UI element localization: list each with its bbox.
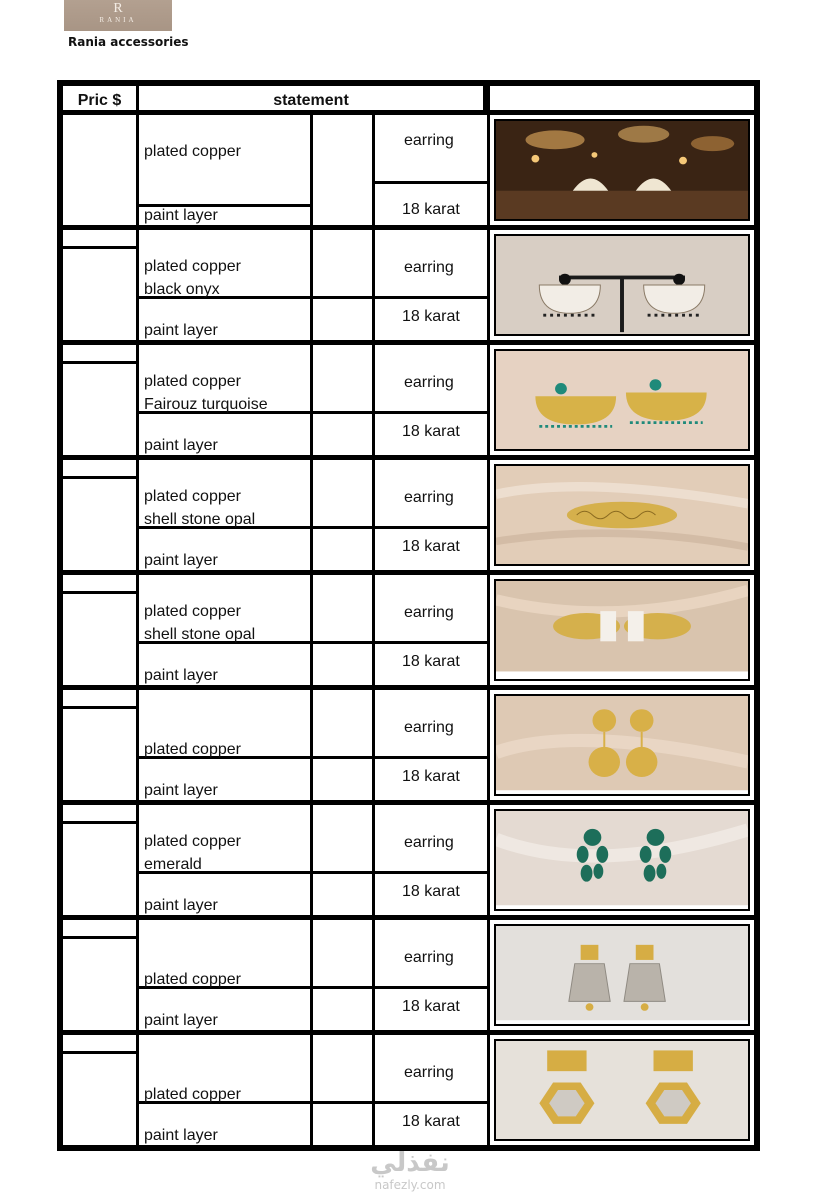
finish-cell — [139, 529, 310, 570]
image-cell — [490, 460, 754, 570]
calligraphy-brooch-image — [496, 466, 748, 564]
watermark — [340, 1148, 480, 1192]
material-line: shell stone opal — [144, 626, 256, 643]
material-cell — [139, 805, 310, 871]
finish-text: paint layer — [144, 207, 218, 224]
price-cell-top — [63, 690, 136, 706]
brand-logo — [64, 0, 172, 31]
product-photo — [494, 809, 750, 911]
blank-cell — [313, 690, 372, 756]
karat-text: 18 karat — [402, 768, 460, 785]
blank-cell — [313, 874, 372, 915]
finish-cell — [139, 207, 310, 225]
blank-cell — [313, 759, 372, 800]
type-cell — [375, 460, 487, 526]
karat-cell — [375, 184, 487, 225]
filigree-drop-earrings-image — [496, 926, 748, 1024]
karat-cell — [375, 1104, 487, 1145]
material-line: emerald — [144, 856, 202, 873]
karat-cell — [375, 299, 487, 340]
price-cell — [63, 594, 136, 685]
finish-cell — [139, 989, 310, 1030]
image-cell — [490, 345, 754, 455]
blank-cell — [313, 1035, 372, 1101]
finish-text: paint layer — [144, 437, 218, 454]
material-cell — [139, 575, 310, 641]
type-text: earring — [404, 374, 454, 391]
karat-text: 18 karat — [402, 308, 460, 325]
type-cell — [375, 575, 487, 641]
price-header: Pric $ — [63, 86, 136, 110]
finish-cell — [139, 414, 310, 455]
blank-cell — [313, 230, 372, 296]
blank-cell — [313, 989, 372, 1030]
material-cell — [139, 230, 310, 296]
blank-cell — [313, 529, 372, 570]
type-cell — [375, 805, 487, 871]
brand-name: Rania accessories — [68, 35, 189, 49]
price-cell-top — [63, 920, 136, 936]
blank-cell — [313, 299, 372, 340]
price-cell-top — [63, 230, 136, 246]
price-cell-top — [63, 575, 136, 591]
karat-cell — [375, 529, 487, 570]
image-cell — [490, 230, 754, 340]
karat-text: 18 karat — [402, 883, 460, 900]
product-photo — [494, 1039, 750, 1141]
material-line: plated copper — [144, 143, 241, 160]
finish-cell — [139, 299, 310, 340]
material-line: plated copper — [144, 603, 241, 620]
product-photo — [494, 579, 750, 681]
product-table — [57, 80, 760, 1151]
type-text: earring — [404, 719, 454, 736]
logo-mark: R — [113, 1, 123, 16]
finish-cell — [139, 644, 310, 685]
hexagon-calligraphy-earrings-image — [496, 1041, 748, 1139]
karat-cell — [375, 759, 487, 800]
blank-cell — [313, 460, 372, 526]
finish-text: paint layer — [144, 667, 218, 684]
type-text: earring — [404, 132, 454, 149]
material-cell — [139, 690, 310, 756]
material-cell — [139, 920, 310, 986]
price-cell — [63, 824, 136, 915]
material-line: plated copper — [144, 741, 241, 758]
material-line: plated copper — [144, 971, 241, 988]
blank-cell — [313, 575, 372, 641]
gold-disc-earrings-image — [496, 696, 748, 794]
material-cell — [139, 345, 310, 411]
karat-text: 18 karat — [402, 538, 460, 555]
finish-cell — [139, 874, 310, 915]
image-cell — [490, 575, 754, 685]
finish-text: paint layer — [144, 1012, 218, 1029]
watermark-url: nafezly.com — [374, 1178, 446, 1192]
karat-cell — [375, 644, 487, 685]
karat-text: 18 karat — [402, 653, 460, 670]
blank-cell — [313, 414, 372, 455]
price-cell-top — [63, 460, 136, 476]
finish-text: paint layer — [144, 1127, 218, 1144]
price-cell-top — [63, 345, 136, 361]
material-line: plated copper — [144, 833, 241, 850]
emerald-leaf-earrings-image — [496, 811, 748, 909]
image-header — [490, 86, 754, 110]
turquoise-fan-earrings-image — [496, 351, 748, 449]
type-cell — [375, 690, 487, 756]
product-photo — [494, 694, 750, 796]
type-cell — [375, 230, 487, 296]
type-cell — [375, 115, 487, 181]
price-cell-top — [63, 1035, 136, 1051]
candle-gold-earrings-image — [496, 121, 748, 219]
price-cell-top — [63, 805, 136, 821]
type-text: earring — [404, 259, 454, 276]
product-photo — [494, 234, 750, 336]
finish-text: paint layer — [144, 782, 218, 799]
price-cell — [63, 939, 136, 1030]
finish-text: paint layer — [144, 322, 218, 339]
karat-cell — [375, 989, 487, 1030]
material-line: plated copper — [144, 1086, 241, 1103]
image-cell — [490, 920, 754, 1030]
material-cell — [139, 115, 310, 204]
karat-text: 18 karat — [402, 423, 460, 440]
material-line: shell stone opal — [144, 511, 256, 528]
type-text: earring — [404, 949, 454, 966]
finish-cell — [139, 1104, 310, 1145]
blank-cell — [313, 920, 372, 986]
image-cell — [490, 690, 754, 800]
watermark-arabic: نفذلي — [370, 1148, 450, 1178]
karat-text: 18 karat — [402, 201, 460, 218]
product-photo — [494, 349, 750, 451]
type-text: earring — [404, 489, 454, 506]
blank-cell — [313, 1104, 372, 1145]
material-line: plated copper — [144, 488, 241, 505]
product-photo — [494, 924, 750, 1026]
onyx-pearl-earrings-image — [496, 236, 748, 334]
blank-cell — [313, 805, 372, 871]
price-cell — [63, 364, 136, 455]
material-line: plated copper — [144, 373, 241, 390]
karat-text: 18 karat — [402, 998, 460, 1015]
price-cell — [63, 709, 136, 800]
type-cell — [375, 920, 487, 986]
type-text: earring — [404, 604, 454, 621]
blank-cell — [313, 345, 372, 411]
type-cell — [375, 345, 487, 411]
type-text: earring — [404, 834, 454, 851]
blank-cell — [313, 115, 372, 225]
material-cell — [139, 460, 310, 526]
price-cell — [63, 479, 136, 570]
image-cell — [490, 115, 754, 225]
blank-cell — [313, 644, 372, 685]
image-cell — [490, 805, 754, 915]
karat-cell — [375, 874, 487, 915]
price-cell — [63, 115, 136, 225]
product-photo — [494, 464, 750, 566]
finish-text: paint layer — [144, 552, 218, 569]
karat-cell — [375, 414, 487, 455]
statement-header: statement — [139, 86, 483, 110]
price-cell — [63, 249, 136, 340]
material-line: black onyx — [144, 281, 220, 298]
type-cell — [375, 1035, 487, 1101]
material-line: plated copper — [144, 258, 241, 275]
price-cell — [63, 1054, 136, 1145]
product-photo — [494, 119, 750, 221]
type-text: earring — [404, 1064, 454, 1081]
opal-calligraphy-cuff-image — [496, 581, 748, 679]
finish-cell — [139, 759, 310, 800]
material-line: Fairouz turquoise — [144, 396, 268, 413]
karat-text: 18 karat — [402, 1113, 460, 1130]
logo-word: RANIA — [99, 16, 137, 24]
finish-text: paint layer — [144, 897, 218, 914]
material-cell — [139, 1035, 310, 1101]
image-cell — [490, 1035, 754, 1145]
